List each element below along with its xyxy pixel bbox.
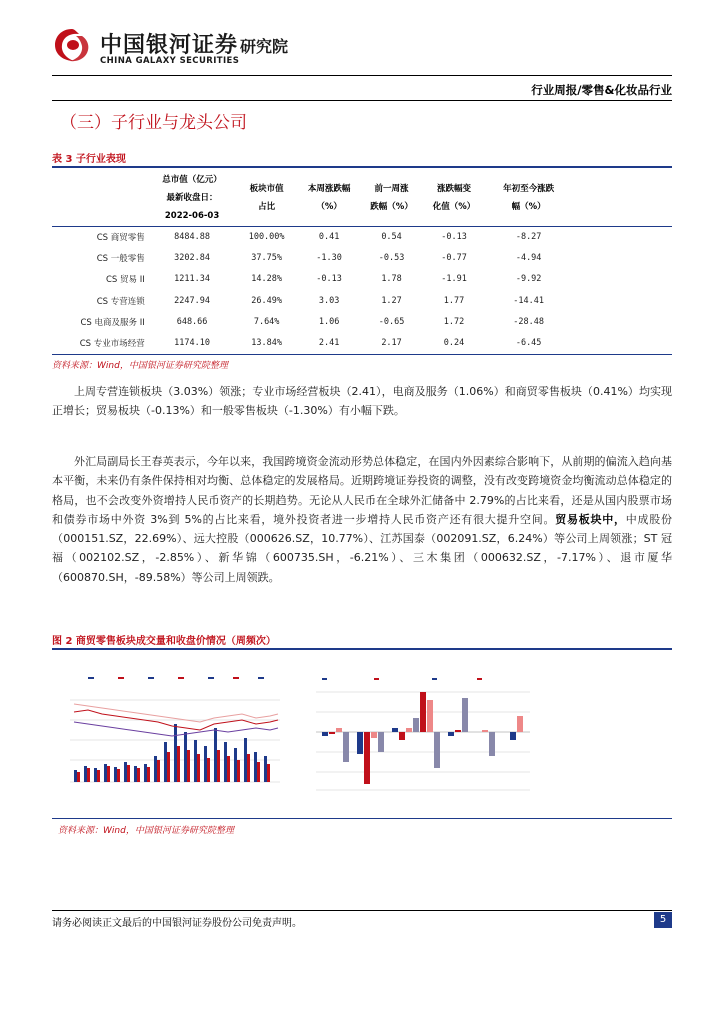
cell-prev: 1.27 (381, 295, 402, 306)
cell-week: 0.41 (318, 231, 340, 242)
header-divider (52, 75, 672, 76)
table-caption: 表 3 子行业表现 (52, 154, 126, 165)
cell-chg: 1.77 (443, 295, 465, 306)
cell-mcap: 648.66 (176, 316, 208, 327)
cell-chg: 1.72 (443, 316, 465, 327)
header-ytd-line1: 年初至今涨跌 (503, 184, 555, 194)
cell-chg: -1.91 (441, 274, 467, 285)
header-share (235, 170, 297, 226)
row-name: CS 贸易 II (105, 275, 145, 286)
header-mcap-line1: 总市值（亿元） (162, 175, 222, 185)
table-row (52, 247, 572, 268)
bars-group-1 (322, 728, 349, 762)
header-ytd (485, 170, 572, 226)
disclaimer: 请务必阅读正文最后的中国银河证券股份公司免责声明。 (52, 918, 302, 929)
cell-mcap: 1211.34 (174, 274, 210, 285)
header-week-line1: 本周涨跌幅 (307, 184, 351, 194)
header-week-line2: （%） (316, 202, 342, 212)
cell-week: 1.06 (318, 316, 340, 327)
cell-share: 7.64% (253, 316, 280, 327)
header-prev (360, 170, 422, 226)
cell-mcap: 2247.94 (174, 295, 210, 306)
cell-week: -1.30 (316, 252, 342, 263)
table-row (52, 290, 572, 311)
table-bottom-rule (52, 354, 672, 355)
cell-share: 13.84% (251, 338, 282, 349)
row-name: CS 电商及服务 II (80, 317, 145, 328)
cell-ytd: -6.45 (515, 338, 542, 349)
table-row (52, 269, 572, 290)
header-week (298, 170, 360, 226)
figure-source: 资料来源：Wind，中国银河证券研究院整理 (58, 826, 234, 836)
cell-prev: 1.78 (381, 274, 402, 285)
header-chg-line1: 涨跌幅变 (437, 184, 472, 194)
report-type: 行业周报/零售&化妆品行业 (531, 83, 672, 97)
cell-ytd: -28.48 (513, 316, 544, 327)
row-name: CS 专业市场经营 (79, 339, 145, 350)
cell-prev: 0.54 (381, 231, 402, 242)
paragraph-2 (52, 452, 672, 587)
page-number: 5 (654, 912, 672, 928)
sector-performance-table (52, 170, 572, 354)
cell-ytd: -4.94 (515, 252, 542, 263)
cell-ytd: -9.92 (515, 274, 542, 285)
table-source: 资料来源：Wind，中国银河证券研究院整理 (52, 361, 228, 371)
sector-change-chart-image (302, 672, 538, 794)
cell-chg: -0.77 (441, 252, 467, 263)
header-mcap (149, 170, 236, 226)
cell-share: 37.75% (251, 252, 282, 263)
cell-prev: -0.53 (378, 252, 405, 263)
header-prev-line2: 跌幅（%） (370, 202, 413, 212)
paragraph-1 (52, 382, 672, 421)
galaxy-logo-icon (52, 26, 92, 64)
table-header-row (52, 170, 572, 226)
cell-share: 14.28% (251, 274, 282, 285)
cell-prev: 2.17 (381, 338, 402, 349)
cell-ytd: -8.27 (515, 231, 542, 242)
header-prev-line1: 前一周涨 (374, 184, 409, 194)
header-mcap-line2: 最新收盘日： (166, 193, 218, 203)
institute-name: 研究院 (240, 37, 289, 56)
table-header-rule (52, 226, 672, 227)
row-name: CS 专营连锁 (96, 296, 145, 307)
cell-mcap: 8484.88 (174, 231, 210, 242)
header-chg-line2: 化值（%） (432, 202, 476, 212)
volume-price-chart-image (58, 672, 294, 794)
header-share-line2: 占比 (258, 202, 276, 212)
header-ytd-line2: 幅（%） (511, 202, 546, 212)
row-name: CS 商贸零售 (96, 232, 145, 243)
header-mcap-line3: 2022-06-03 (164, 211, 220, 221)
figure-bottom-rule (52, 818, 672, 819)
cell-mcap: 1174.10 (174, 338, 210, 349)
section-title: （三）子行业与龙头公司 (60, 113, 247, 133)
paragraph-2-text-b: 中成股份（000151.SZ，22.69%）、远大控股（000626.SZ，10.77%）、江苏国泰（002091.SZ，6.24%）等公司上周领涨；ST 冠福（002102.SZ，-2.85%）、新华锦（600735.SH，-6.21%）、三木集团（000632.SZ，-7.17%）、退市厦华（600870.SH，-89.58%）等公司上周领跌。 (52, 512, 673, 584)
cell-prev: -0.65 (378, 316, 405, 327)
header-chg (423, 170, 485, 226)
cell-share: 26.49% (251, 295, 282, 306)
brand-name: 中国银河证券 (100, 33, 239, 58)
row-name: CS 一般零售 (96, 253, 145, 264)
table-row (52, 311, 572, 332)
cell-mcap: 3202.84 (174, 252, 210, 263)
figure-top-rule (52, 648, 672, 650)
figure-caption: 图 2 商贸零售板块成交量和收盘价情况（周频次） (52, 636, 276, 647)
cell-week: 3.03 (318, 295, 340, 306)
cell-ytd: -14.41 (513, 295, 544, 306)
paragraph-2-text-a: 外汇局副局长王春英表示，今年以来，我国跨境资金流动形势总体稳定，在国内外因素综合影响下，从前期的偏流入趋向基本平衡，未来仍有条件保持相对均衡、总体稳定的发展格局。近期跨境证券投资的调整，没有改变跨境资金均衡流动总体稳定的格局，也不会改变外资增持人民币资产的长期趋势。无论从人民币在全球外汇储备中 2.79%的占比来看，还是从国内股票市场和债券市场中外资 3%到 5%的占比来看，境外投资者进一步增持人民币资产还有很大提升空间。 (52, 455, 672, 526)
table-top-rule (52, 166, 672, 168)
brand-name-en: CHINA GALAXY SECURITIES (100, 56, 240, 66)
header-share-line1: 板块市值 (249, 184, 284, 194)
cell-week: 2.41 (318, 338, 340, 349)
cell-chg: 0.24 (443, 338, 465, 349)
cell-week: -0.13 (316, 274, 342, 285)
paragraph-2-body (52, 452, 672, 587)
header-divider-2 (52, 100, 672, 101)
table-row (52, 226, 572, 247)
table-row (52, 332, 572, 353)
paragraph-2-bold: 贸易板块中， (555, 512, 626, 526)
paragraph-1-text: 上周专营连锁板块（3.03%）领涨；专业市场经营板块（2.41），电商及服务（1.06%）和商贸零售板块（0.41%）均实现正增长；贸易板块（-0.13%）和一般零售板块（-1.30%）有小幅下跌。 (52, 385, 672, 418)
cell-chg: -0.13 (441, 231, 467, 242)
header-blank (52, 170, 149, 226)
footer-divider (52, 910, 672, 911)
cell-share: 100.00% (248, 231, 285, 242)
